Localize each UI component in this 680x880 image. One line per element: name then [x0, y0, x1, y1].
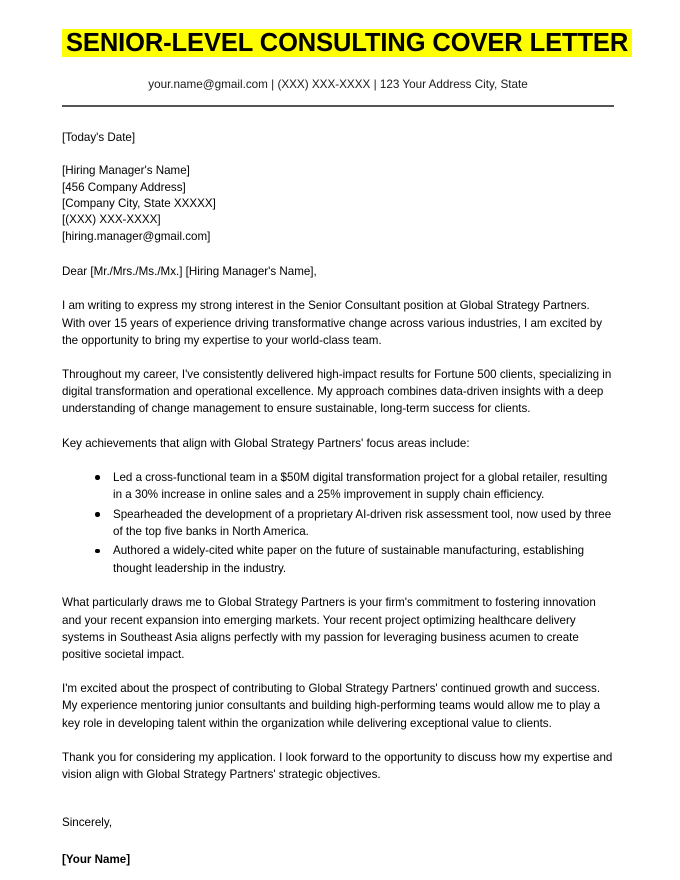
- recipient-name: [Hiring Manager's Name]: [62, 164, 190, 178]
- body-paragraph-4: I'm excited about the prospect of contributing to Global Strategy Partners' continued growth and success. My experience mentoring junior consultants and building high-performing teams would allow me to play a key role in developing talent within the organization while delivering exceptional value to clients.: [62, 682, 601, 730]
- page-title: SENIOR-LEVEL CONSULTING COVER LETTER: [62, 29, 632, 57]
- letterhead: [62, 0, 629, 107]
- recipient-block: [62, 163, 614, 245]
- contact-info-line: your.name@gmail.com | (XXX) XXX-XXXX | 123 Your Address City, State: [148, 78, 528, 91]
- achievements-list: [62, 469, 614, 577]
- list-item: Led a cross-functional team in a $50M digital transformation project for a global retailer, resulting in a 30% increase in online sales and a 25% improvement in supply chain efficiency.: [93, 469, 614, 504]
- salutation: Dear [Mr./Mrs./Ms./Mx.] [Hiring Manager's Name],: [62, 265, 317, 279]
- achievements-intro: Key achievements that align with Global Strategy Partners' focus areas include:: [62, 436, 470, 450]
- letter-content: [62, 107, 614, 869]
- recipient-phone: [(XXX) XXX-XXXX]: [62, 213, 161, 227]
- document-body: [62, 0, 629, 869]
- body-paragraph-2: Throughout my career, I've consistently delivered high-impact results for Fortune 500 clients, specializing in digital transformation and operational excellence. My approach combines data-driven insights with a deep understanding of change management to ensure sustainable, long-term success for clients.: [62, 368, 612, 416]
- body-paragraph-1: I am writing to express my strong interest in the Senior Consultant position at Global Strategy Partners. With over 15 years of experience driving transformative change across various industries, I am excited by the opportunity to bring my expertise to your world-class team.: [62, 299, 602, 347]
- body-paragraph-5: Thank you for considering my application. I look forward to the opportunity to discuss how my expertise and vision align with Global Strategy Partners' strategic objectives.: [62, 750, 613, 781]
- recipient-city-state-zip: [Company City, State XXXXX]: [62, 197, 216, 211]
- date-field: [Today's Date]: [62, 131, 136, 144]
- body-paragraph-3: What particularly draws me to Global Strategy Partners is your firm's commitment to fostering innovation and your recent expansion into emerging markets. Your recent project optimizing healthcare delivery systems in Southeast Asia aligns perfectly with my passion for leveraging business acumen to create positive societal impact.: [62, 596, 596, 661]
- signature-name: [Your Name]: [62, 853, 131, 867]
- list-item: Authored a widely-cited white paper on the future of sustainable manufacturing, establishing thought leadership in the industry.: [93, 542, 614, 577]
- page-title-wrap: [62, 26, 629, 60]
- recipient-address: [456 Company Address]: [62, 180, 186, 194]
- list-item: Spearheaded the development of a proprietary AI-driven risk assessment tool, now used by three of the top five banks in North America.: [93, 506, 614, 541]
- recipient-email: [hiring.manager@gmail.com]: [62, 229, 211, 243]
- sign-off: Sincerely,: [62, 816, 113, 830]
